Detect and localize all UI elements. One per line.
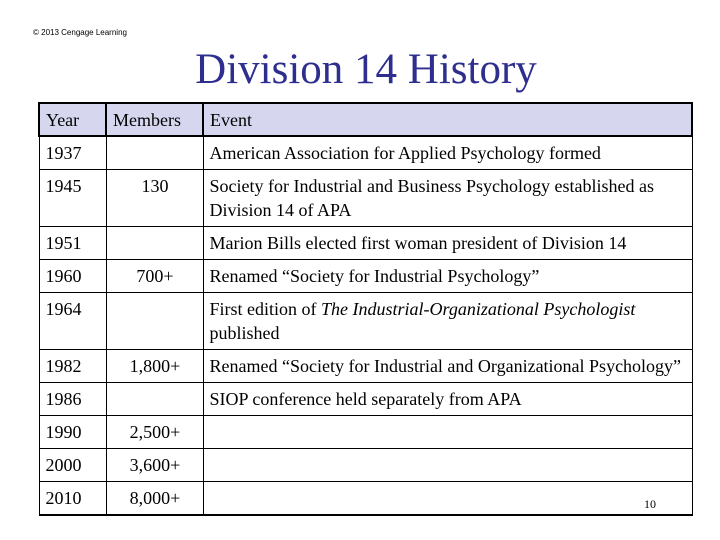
year-cell: 1945 — [39, 170, 106, 227]
members-cell — [106, 383, 203, 416]
table-row — [39, 416, 692, 449]
event-cell: Renamed “Society for Industrial and Organizational Psychology” — [203, 350, 692, 383]
members-cell: 3,600+ — [106, 449, 203, 482]
event-text-prefix: First edition of — [209, 299, 321, 319]
header-event: Event — [203, 103, 692, 136]
copyright-notice: © 2013 Cengage Learning — [33, 28, 127, 37]
members-cell: 700+ — [106, 260, 203, 293]
table-row — [39, 293, 692, 350]
table-row — [39, 227, 692, 260]
members-cell — [106, 293, 203, 350]
event-cell: American Association for Applied Psychology formed — [203, 136, 692, 170]
year-cell: 2010 — [39, 482, 106, 516]
table-row — [39, 482, 692, 516]
members-cell: 130 — [106, 170, 203, 227]
table-header-row — [39, 103, 692, 136]
event-text-suffix: published — [209, 323, 280, 343]
members-cell: 1,800+ — [106, 350, 203, 383]
table-row — [39, 260, 692, 293]
history-table — [38, 102, 693, 516]
table-row — [39, 449, 692, 482]
members-cell: 2,500+ — [106, 416, 203, 449]
table-row — [39, 383, 692, 416]
page-number: 10 — [644, 497, 656, 511]
table-row — [39, 170, 692, 227]
event-cell: Society for Industrial and Business Psychology established as Division 14 of APA — [203, 170, 692, 227]
year-cell: 1937 — [39, 136, 106, 170]
event-cell — [203, 449, 692, 482]
table-row — [39, 136, 692, 170]
members-cell — [106, 136, 203, 170]
year-cell: 1986 — [39, 383, 106, 416]
event-cell — [203, 293, 692, 350]
year-cell: 1960 — [39, 260, 106, 293]
year-cell: 2000 — [39, 449, 106, 482]
event-cell — [203, 416, 692, 449]
year-cell: 1982 — [39, 350, 106, 383]
event-cell: Renamed “Society for Industrial Psychology” — [203, 260, 692, 293]
slide-title — [0, 46, 720, 93]
members-cell — [106, 227, 203, 260]
table-row — [39, 350, 692, 383]
year-cell: 1990 — [39, 416, 106, 449]
year-cell: 1951 — [39, 227, 106, 260]
members-cell: 8,000+ — [106, 482, 203, 516]
publication-title: The Industrial-Organizational Psychologist — [321, 299, 636, 319]
event-cell: SIOP conference held separately from APA — [203, 383, 692, 416]
header-year: Year — [39, 103, 106, 136]
header-members: Members — [106, 103, 203, 136]
event-cell — [203, 482, 692, 516]
event-cell: Marion Bills elected first woman president of Division 14 — [203, 227, 692, 260]
year-cell: 1964 — [39, 293, 106, 350]
slide-title-text: Division 14 History — [195, 46, 537, 93]
